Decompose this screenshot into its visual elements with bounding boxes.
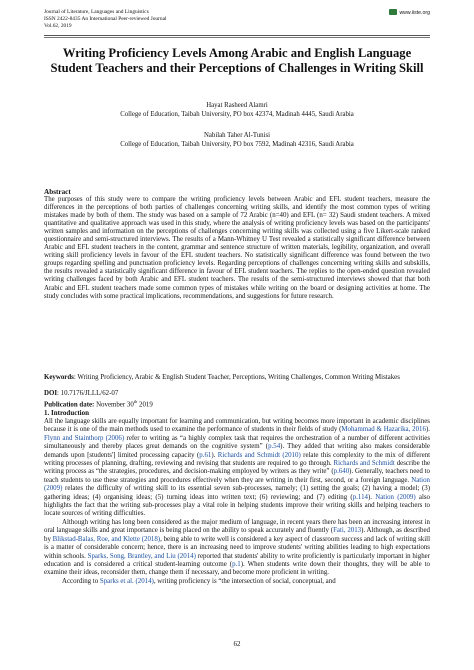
journal-name: Journal of Literature, Languages and Linguistics	[44, 9, 149, 15]
citation-link[interactable]: p.54	[268, 443, 281, 451]
paragraph-text: According to	[62, 577, 100, 585]
publication-sup: th	[133, 399, 138, 404]
citation-link[interactable]: p.114	[352, 493, 368, 501]
paragraph-text: Although writing has long been considered as the major medium of language, in recent years there has been an increasing interest in oral language skills and great importance is being placed on the ability to speak accurately and fluently (	[44, 518, 430, 535]
paragraph-text: also highlights the fact that the writing sub-processes play a vital role in helping students improve their writing skills and helping teachers to locate sources of writing difficulties.	[44, 493, 430, 518]
paragraph-3	[44, 578, 430, 586]
doi-label: DOI	[44, 390, 58, 397]
keywords	[44, 374, 430, 382]
citation-link[interactable]: p.640	[333, 468, 350, 476]
header-divider-secondary	[44, 37, 430, 38]
introduction-body	[44, 418, 430, 586]
publication-label: Publication date:	[44, 401, 95, 409]
author-block-2	[44, 131, 430, 149]
publication-year: 2019	[137, 401, 153, 409]
paragraph-text: relates the difficulty of writing skill to its essential seven sub-processes, namely; (1) setting the goals; (2) having a model; (3) gathering ideas; (4) organising ideas; (5) turning ideas into written text; (6) reviewing; and (7) editing (	[44, 485, 430, 501]
abstract-text: The purposes of this study were to compare the writing proficiency levels between Arabic and EFL student teachers, measure the differences in the perceptions of both parties of challenges concerning writing skills, and identify the most common types of writing mistakes made by both of them. The study was based on a sample of 72 Arabic (n=40) and EFL (n= 32) Saudi student teachers. A mixed quantitative and qualitative approach was used in this study, where the analysis of writing proficiency levels was based on the participants' written samples and information on the perceptions of challenges concerning writing skills was collected using a five Likert-scale ranked questionnaire and semi-structured interviews. The results of a Mann-Whitney U Test revealed a statistically significant difference between Arabic and EFL student teachers in the content, grammar and sentence structure of written materials, legibility, organization, and overall writing skill proficiency levels in favour of the EFL student teachers. No statistically significant difference was found between the two groups regarding spelling and punctuation proficiency levels. Regarding perceptions of challenges concerning writing skills and subskills, the results revealed a statistically significant difference in favour of EFL student teachers. The replies to the open-ended question revealed writing challenges faced by both Arabic and EFL student teachers. The results of the semi-structured interviews showed that that both Arabic and EFL student teachers made some common types of mistakes while writing on the board or designing activities at home. The study concludes with some practical implications, recommendations, and suggestions for future research.	[44, 196, 430, 300]
page-number: 62	[233, 640, 241, 648]
paper-title: Writing Proficiency Levels Among Arabic and English Language Student Teachers and their Perceptions of Challenges in Writing Skill	[50, 46, 424, 75]
citation-link[interactable]: Nation (2009)	[44, 476, 430, 493]
publication-date	[44, 398, 430, 409]
header-divider	[44, 35, 430, 36]
paragraph-text: ). Although, as described by	[44, 527, 431, 543]
citation-link[interactable]: Mohammad & Hazarika, 2016	[341, 426, 426, 434]
publication-value: November 30	[96, 401, 134, 409]
doi-value[interactable]: : 10.7176/JLLL/62-07	[57, 390, 119, 397]
paragraph-text: , being able to write well is considered a key aspect of classroom success and lack of writing skill is a matter of considerable concern; hence, there is an increasing need to improve students' writing abilities leading to high expectations within schools.	[44, 535, 430, 560]
author-name: Hayat Rasheed Alamri	[206, 102, 268, 109]
paragraph-text: ).	[211, 451, 218, 459]
citation-link[interactable]: Nation (2009)	[375, 493, 416, 501]
citation-link[interactable]: Blikstad-Balas, Roe, and Klette (2018)	[52, 535, 161, 543]
paragraph-1	[44, 418, 430, 519]
iiste-logo-icon	[389, 9, 397, 15]
paragraph-text: reported that students' ability to write proficiently is particularly important in higher education and is considered a critical student-learning outcome (	[44, 552, 431, 568]
abstract-heading: Abstract	[44, 188, 71, 196]
paragraph-text: ). They added that writing also makes considerable demands upon [students'] limited processing capacity (	[44, 443, 430, 459]
section-heading: 1. Introduction	[44, 409, 89, 417]
citation-link[interactable]: p.61	[199, 451, 212, 459]
paragraph-2	[44, 519, 430, 578]
keywords-label: Keywords	[44, 374, 74, 381]
paragraph-text: ).	[367, 493, 376, 501]
citation-link[interactable]: Richards and Schmidt (2010)	[217, 451, 301, 459]
doi	[44, 390, 430, 398]
citation-link[interactable]: Fati, 2013	[333, 527, 362, 535]
paragraph-text: refer to writing as “a highly complex task that requires the orchestration of a number of different activities simultaneously and thereby places great demands on the cognitive system” (	[44, 434, 430, 451]
author-affiliation: College of Education, Taibah University, PO box 7592, Madinah 42316, Saudi Arabia	[120, 141, 354, 148]
paragraph-text: relate this complexity to the mix of different writing processes of planning, drafting, reviewing and revising that students are required to go through.	[44, 451, 430, 468]
citation-link[interactable]: Flynn and Stainthorp (2006)	[44, 434, 125, 442]
author-block-1	[44, 101, 430, 119]
journal-volume: Vol.62, 2019	[44, 23, 72, 30]
keywords-value: : Writing Proficiency, Arabic & English Student Teacher, Perceptions, Writing Challenges, Common Writing Mistakes	[73, 374, 400, 381]
citation-link[interactable]: Sparks, Song, Brantley, and Liu (2014)	[87, 552, 196, 560]
site-link[interactable]: www.iiste.org	[399, 10, 430, 16]
paragraph-text: , writing proficiency is “the intersection of social, conceptual, and	[153, 577, 336, 585]
paragraph-text: describe the writing process as “the strategies, procedures, and decision-making employed by writers as they write” (	[44, 460, 431, 476]
iiste-logo[interactable]	[389, 9, 430, 17]
journal-issn: ISSN 2422-8435 An International Peer-reviewed Journal	[44, 16, 167, 23]
citation-link[interactable]: Richards and Schmidt	[333, 460, 395, 468]
author-affiliation: College of Education, Taibah University, PO box 42374, Madinah 4445, Saudi Arabia	[120, 111, 354, 118]
citation-link[interactable]: Sparks et al. (2014)	[99, 577, 154, 585]
paragraph-text: ).	[425, 426, 430, 434]
author-name: Nabilah Taher Al-Tunisi	[204, 132, 270, 139]
journal-header	[44, 9, 430, 30]
paragraph-text: All the language skills are equally important for learning and communication, but writing becomes more important in academic disciplines because it is one of the main methods used to examine the performance of students in their fields of study (	[44, 418, 430, 434]
citation-link[interactable]: p.1	[232, 560, 241, 568]
paragraph-text: ). Generally, teachers need to teach students to use these strategies and procedures effectively when they are writing in their first, second, or a foreign language.	[44, 468, 430, 484]
paragraph-text: ). When students write down their thoughts, they will be able to examine their ideas, reconsider them, change them if necessary, and become more proficient in writing.	[44, 560, 430, 577]
